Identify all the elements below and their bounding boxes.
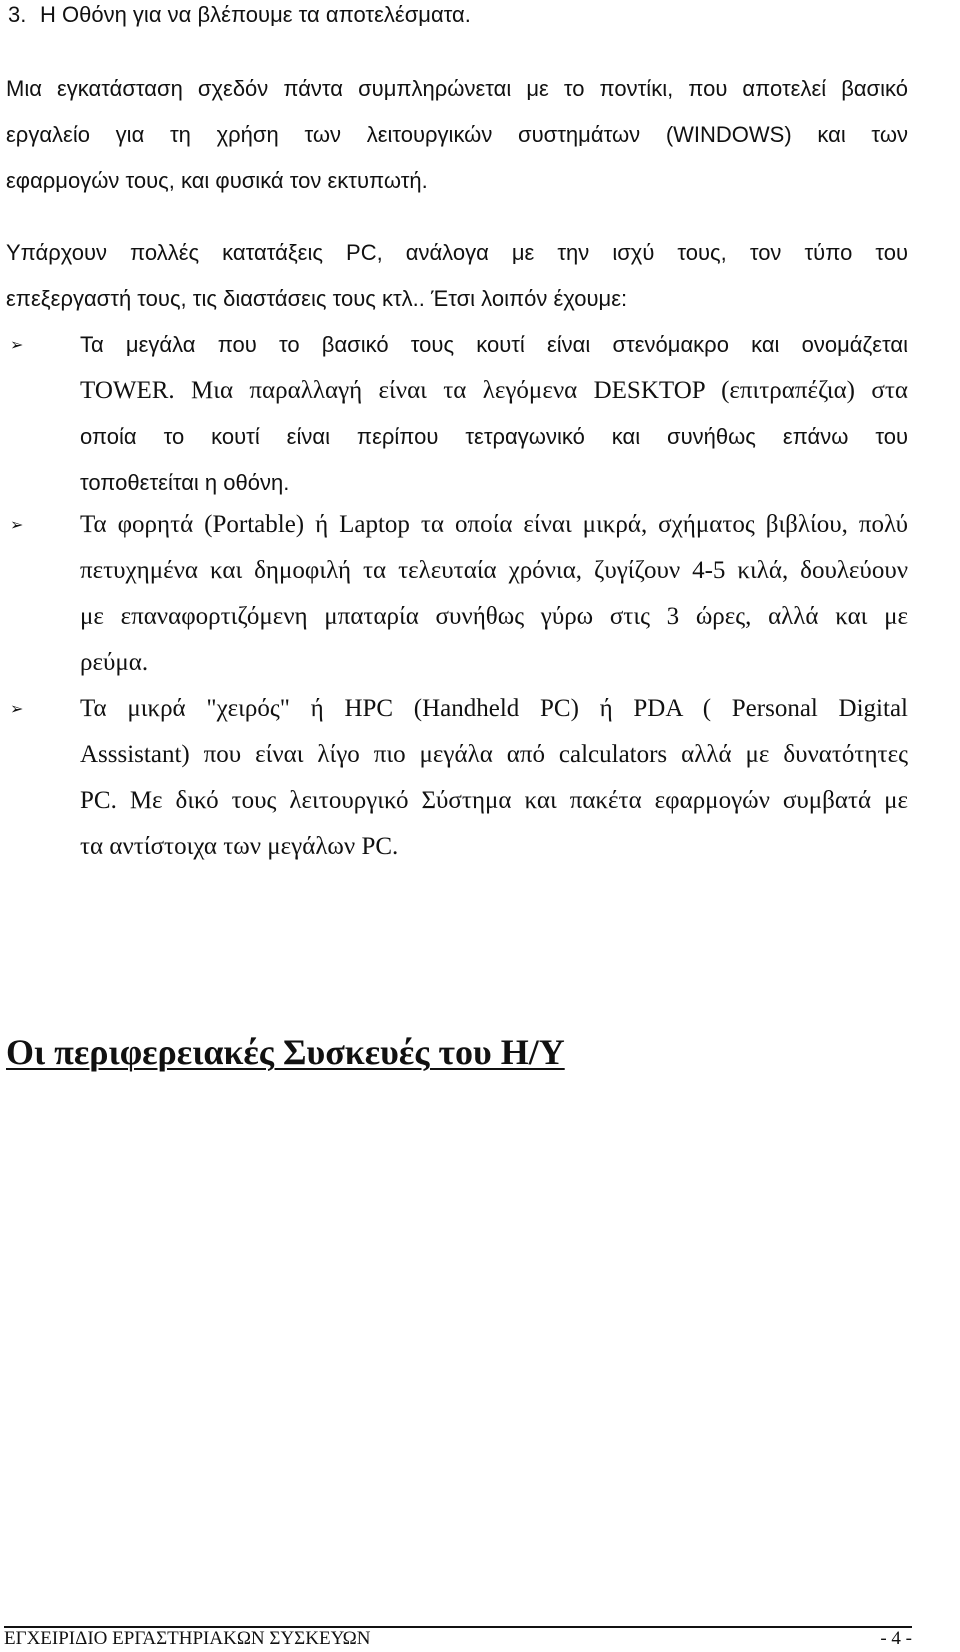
bullet-line: Τα φορητά (Portable) ή Laptop τα οποία είναι μικρά, σχήματος βιβλίου, πολύ [80,511,908,538]
bullet-line: τοποθετείται η οθόνη. [80,470,290,495]
bullet-line: TOWER. Μια παραλλαγή είναι τα λεγόμενα DESKTOP (επιτραπέζια) στα [80,377,908,404]
paragraph-line: επεξεργαστή τους, τις διαστάσεις τους κτλ.. Έτσι λοιπόν έχουμε: [6,286,628,311]
bullet-arrow-icon: ➢ [10,335,24,354]
paragraph-line: εφαρμογών τους, και φυσικά τον εκτυπωτή. [6,168,428,193]
paragraph-line: εργαλείο για τη χρήση των λειτουργικών συστημάτων (WINDOWS) και των [6,122,908,147]
paragraph-line: Υπάρχουν πολλές κατατάξεις PC, ανάλογα με την ισχύ τους, τον τύπο του [6,240,908,265]
bullet-line: με επαναφορτιζόμενη μπαταρία συνήθως γύρω στις 3 ώρες, αλλά και με [80,603,908,630]
bullet-line: ρεύμα. [80,649,149,676]
bullet-line: Τα μικρά "χειρός" ή HPC (Handheld PC) ή PDA ( Personal Digital [80,695,908,722]
page-number: - 4 - [880,1628,912,1649]
section-heading: Οι περιφερειακές Συσκευές του Η/Υ [6,1032,565,1072]
list-item-text: Η Οθόνη για να βλέπουμε τα αποτελέσματα. [40,2,471,27]
bullet-line: Τα μεγάλα που το βασικό τους κουτί είναι στενόμακρο και ονομάζεται [80,332,908,357]
bullet-line: PC. Με δικό τους λειτουργικό Σύστημα και πακέτα εφαρμογών συμβατά με [80,787,908,814]
paragraph-line: Μια εγκατάσταση σχεδόν πάντα συμπληρώνεται με το ποντίκι, που αποτελεί βασικό [6,76,908,101]
bullet-line: τα αντίστοιχα των μεγάλων PC. [80,833,399,860]
bullet-line: Asssistant) που είναι λίγο πιο μεγάλα από calculators αλλά με δυνατότητες [80,741,908,768]
footer-title: ΕΓΧΕΙΡΙΔΙΟ ΕΡΓΑΣΤΗΡΙΑΚΩΝ ΣΥΣΚΕΥΩΝ [4,1628,371,1649]
bullet-line: πετυχημένα και δημοφιλή τα τελευταία χρόνια, ζυγίζουν 4-5 κιλά, δουλεύουν [80,557,908,584]
list-item-number: 3. [8,2,27,27]
bullet-arrow-icon: ➢ [10,699,24,718]
bullet-line: οποία το κουτί είναι περίπου τετραγωνικό και συνήθως επάνω του [80,424,908,449]
bullet-arrow-icon: ➢ [10,515,24,534]
